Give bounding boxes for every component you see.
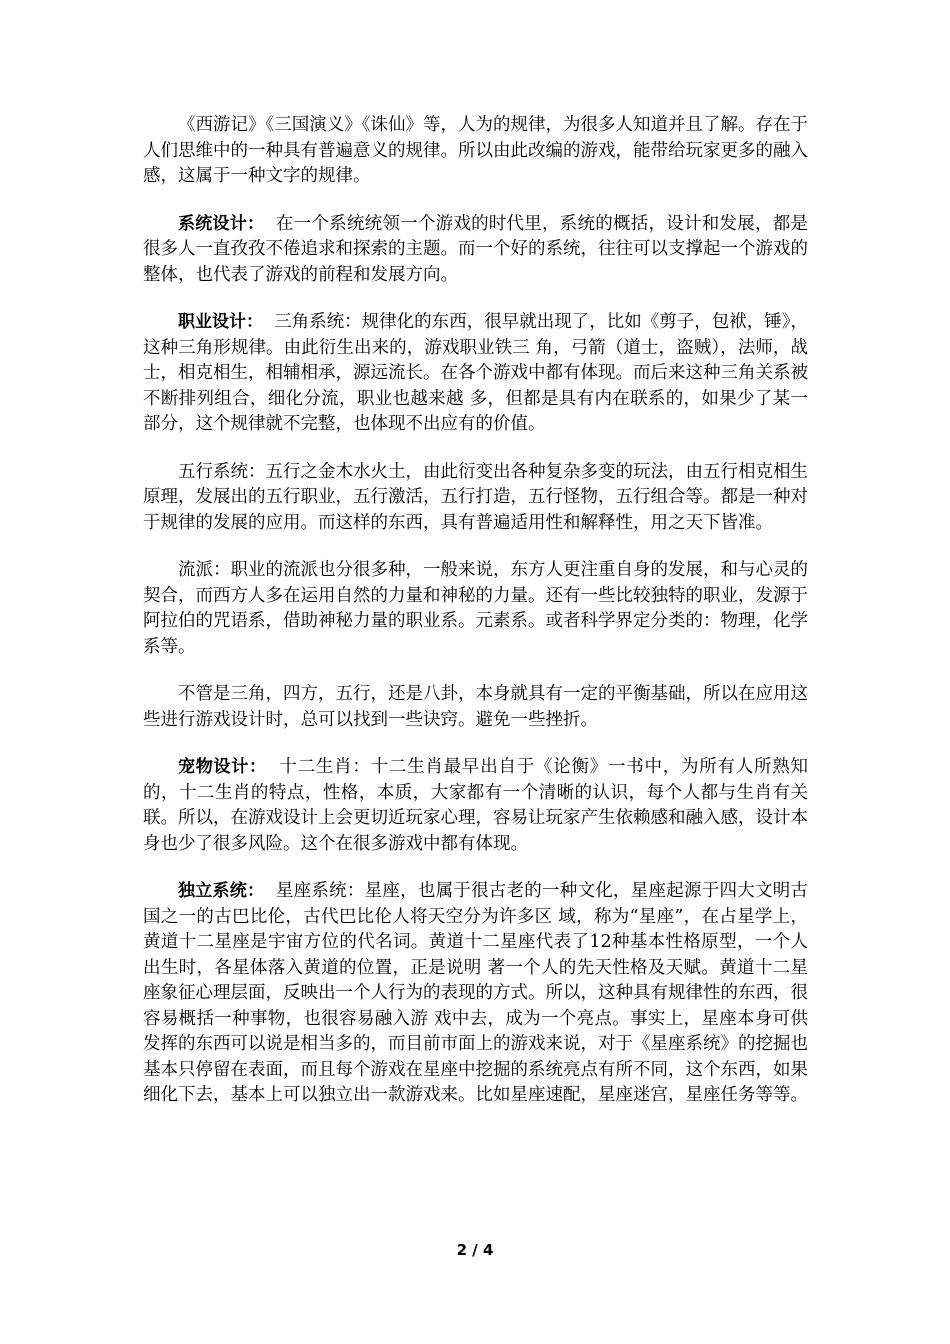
paragraph-text: 三角系统：规律化的东西，很早就出现了，比如《剪子，包袱，锤》，这种三角形规律。由此衍生出来的，游戏职业铁三 角，弓箭（道士，盗贼），法师，战士，相克相生，相辅相承，源远流长。在各个游戏中都有体现。而后来这种三角关系被不断排列组合，细化分流，职业也越来越 多，但都是具有内在联系的，如果少了某一部分，这个规律就不完整，也体现不出应有的价值。	[143, 312, 808, 434]
paragraph-class-design	[143, 310, 808, 438]
paragraph-text: 在一个系统统领一个游戏的时代里，系统的概括，设计和发展，都是很多人一直孜孜不倦追求和探索的主题。而一个好的系统，往往可以支撑起一个游戏的整体，也代表了游戏的前程和发展方向。	[143, 213, 808, 285]
paragraph-system-design	[143, 212, 808, 289]
paragraph-text: 十二生肖：十二生肖最早出自于《论衡》一书中，为所有人所熟知的，十二生肖的特点，性格，本质，大家都有一个清晰的认识，每个人都与生肖有关联。所以，在游戏设计上会更切近玩家心理，容易让玩家产生依赖感和融入感，设计本身也少了很多风险。这个在很多游戏中都有体现。	[143, 757, 808, 854]
paragraph-five-elements	[143, 460, 808, 537]
paragraph-schools	[143, 558, 808, 660]
paragraph-text: 《西游记》《三国演义》《诛仙》等，人为的规律，为很多人知道并且了解。存在于人们思维中的一种具有普遍意义的规律。所以由此改编的游戏，能带给玩家更多的融入感，这属于一种文字的规律。	[143, 115, 808, 186]
section-heading: 独立系统：	[178, 881, 265, 901]
paragraph-text: 五行系统：五行之金木水火土，由此衍变出各种复杂多变的玩法，由五行相克相生原理，发展出的五行职业，五行激活，五行打造，五行怪物，五行组合等。都是一种对于规律的发展的应用。而这样的东西，具有普遍适用性和解释性，用之天下皆准。	[143, 461, 808, 533]
section-heading: 宠物设计：	[178, 757, 267, 777]
document-body	[143, 113, 808, 1131]
paragraph-independent-system	[143, 879, 808, 1109]
paragraph-balance	[143, 682, 808, 733]
section-heading: 职业设计：	[178, 312, 264, 332]
paragraph-text: 流派：职业的流派也分很多种，一般来说，东方人更注重自身的发展，和与心灵的契合，而西方人多在运用自然的力量和神秘的力量。还有一些比较独特的职业，发源于阿拉伯的咒语系，借助神秘力量的职业系。元素系。或者科学界定分类的：物理，化学系等。	[143, 560, 808, 657]
paragraph-literary-rules	[143, 113, 808, 190]
paragraph-pet-design	[143, 755, 808, 857]
page-number: 2 / 4	[456, 1241, 494, 1259]
paragraph-text: 星座系统：星座，也属于很古老的一种文化，星座起源于四大文明古国之一的古巴比伦，古代巴比伦人将天空分为许多区 域，称为“星座”，在占星学上，黄道十二星座是宇宙方位的代名词。黄道十二星座代表了12种基本性格原型，一个人出生时，各星体落入黄道的位置，正是说明 著一个人的先天性格及天赋。黄道十二星座象征心理层面，反映出一个人行为的表现的方式。所以，这种具有规律性的东西，很容易概括一种事物，也很容易融入游 戏中去，成为一个亮点。事实上，星座本身可供发挥的东西可以说是相当多的，而目前市面上的游戏来说，对于《星座系统》的挖掘也基本只停留在表面，而且每个游戏在星座中挖掘的系统亮点有所不同，这个东西，如果细化下去，基本上可以独立出一款游戏来。比如星座速配，星座迷宫，星座任务等等。	[143, 881, 808, 1105]
paragraph-text: 不管是三角，四方，五行，还是八卦，本身就具有一定的平衡基础，所以在应用这些进行游戏设计时，总可以找到一些诀窍。避免一些挫折。	[143, 684, 808, 730]
section-heading: 系统设计：	[178, 213, 265, 234]
